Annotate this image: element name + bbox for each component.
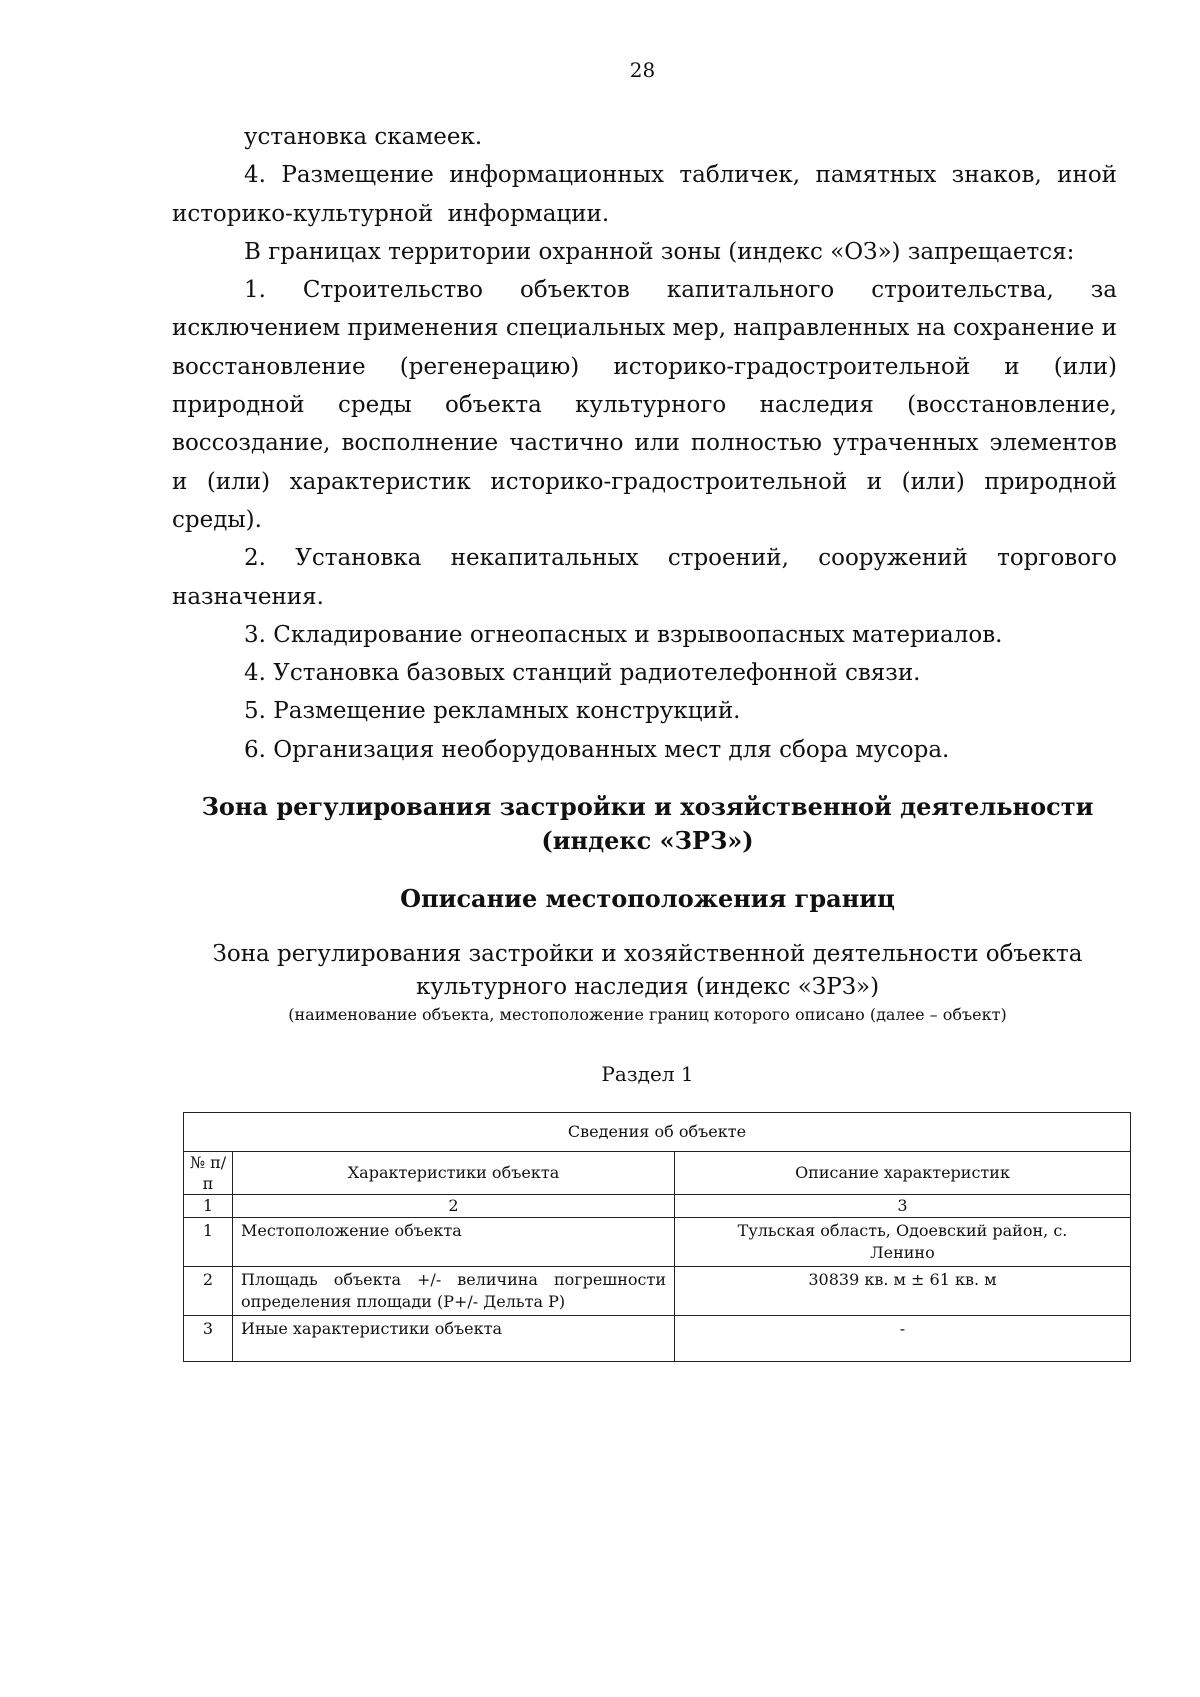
header-description: Описание характеристик — [675, 1152, 1131, 1195]
paragraph: В границах территории охранной зоны (индекс «ОЗ») запрещается: — [244, 238, 1075, 265]
row-description: Тульская область, Одоевский район, с. Ленино — [675, 1218, 1131, 1267]
zone-heading-line: Зона регулирования застройки и хозяйственной деятельности — [201, 792, 1094, 821]
paragraph: 2. Установка некапитальных строений, сооружений торгового назначения. — [172, 545, 1117, 610]
paragraph: 5. Размещение рекламных конструкций. — [244, 698, 741, 725]
paragraph: установка скамеек. — [244, 124, 483, 150]
row-num: 2 — [184, 1267, 233, 1316]
table-title: Сведения об объекте — [184, 1113, 1131, 1152]
zone-name-line: культурного наследия (индекс «ЗРЗ») — [415, 974, 880, 1000]
table-row — [184, 1267, 1131, 1316]
object-info-table — [183, 1112, 1131, 1362]
zone-caption: (наименование объекта, местоположение границ которого описано (далее – объект) — [288, 1005, 1007, 1024]
body-text — [172, 118, 1117, 769]
row-characteristic: Местоположение объекта — [233, 1218, 675, 1267]
paragraph: 6. Организация необорудованных мест для сбора мусора. — [244, 736, 950, 763]
paragraph: 3. Складирование огнеопасных и взрывоопасных материалов. — [244, 621, 1003, 648]
page-number: 28 — [629, 58, 656, 82]
table-row — [184, 1218, 1131, 1267]
table-header-row — [184, 1152, 1131, 1195]
row-characteristic: Площадь объекта +/- величина погрешности определения площади (Р+/- Дельта Р) — [233, 1267, 675, 1316]
table-row — [184, 1316, 1131, 1362]
header-num: № п/п — [184, 1152, 233, 1195]
paragraph: 1. Строительство объектов капитального строительства, за исключением применения специальных мер, направленных на сохранение и восстановление (регенерацию) историко-градостроительной и (или) природной среды объекта культурного наследия (восстановление, воссоздание, восполнение частично или полностью утраченных элементов и (или) характеристик историко-градостроительной и (или) природной среды). — [172, 277, 1117, 533]
header-characteristic: Характеристики объекта — [233, 1152, 675, 1195]
zone-heading-line: (индекс «ЗРЗ») — [541, 826, 754, 855]
column-number: 2 — [233, 1195, 675, 1218]
row-num: 1 — [184, 1218, 233, 1267]
column-number: 1 — [184, 1195, 233, 1218]
paragraph: 4. Установка базовых станций радиотелефонной связи. — [244, 660, 921, 687]
zone-heading — [0, 790, 1200, 858]
paragraph: 4. Размещение информационных табличек, памятных знаков, иной историко-культурной информации. — [172, 162, 1117, 227]
section-label: Раздел 1 — [601, 1062, 694, 1086]
row-characteristic: Иные характеристики объекта — [233, 1316, 675, 1362]
zone-name-line: Зона регулирования застройки и хозяйственной деятельности объекта — [212, 941, 1083, 967]
row-num: 3 — [184, 1316, 233, 1362]
row-description: - — [675, 1316, 1131, 1362]
zone-name — [0, 938, 1200, 1004]
table-title-row — [184, 1113, 1131, 1152]
description-heading: Описание местоположения границ — [400, 884, 895, 913]
column-number: 3 — [675, 1195, 1131, 1218]
row-description: 30839 кв. м ± 61 кв. м — [675, 1267, 1131, 1316]
column-number-row — [184, 1195, 1131, 1218]
